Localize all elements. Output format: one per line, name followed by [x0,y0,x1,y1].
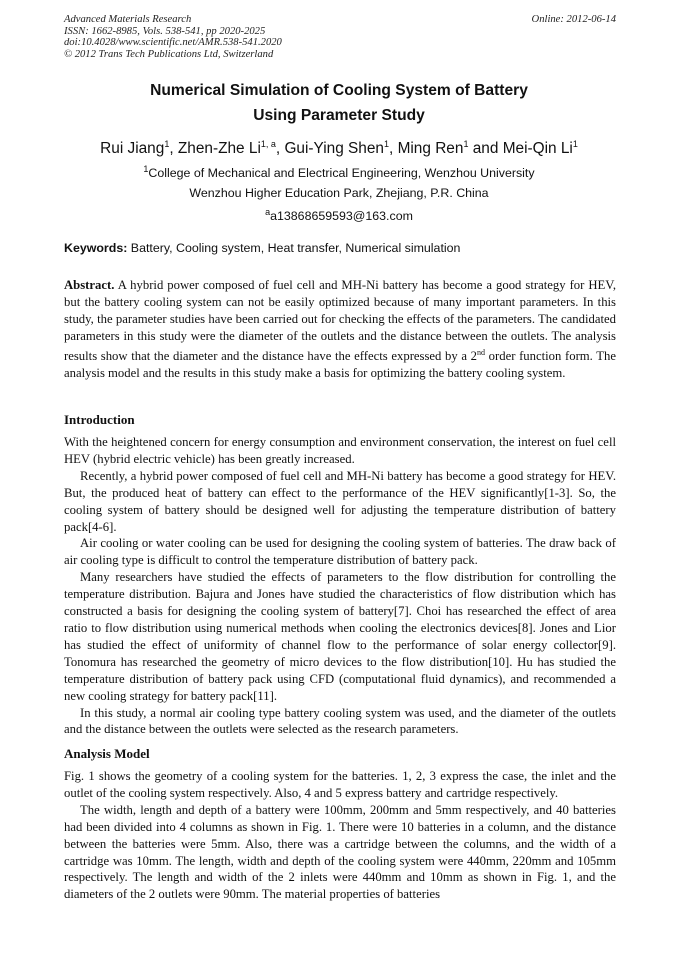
affiliation-line-2: Wenzhou Higher Education Park, Zhejiang, P.R. China [189,186,489,200]
keywords: Keywords: Battery, Cooling system, Heat transfer, Numerical simulation [64,241,461,255]
author: Mei-Qin Li$^1$ [502,139,578,158]
issn-line: ISSN: 1662-8985, Vols. 538-541, pp 2020-2025 [64,25,266,37]
abstract: Abstract. A hybrid power composed of fuel cell and MH-Ni battery has become a good strategy for HEV, but the battery cooling system can not be easily optimized because of many important parameters. In this study, the parameter studies have been carried out for checking the effects of the parameters. The candidated parameters in this study were the diameter of the outlets and the distance between the outlets. The analysis results show that the diameter and the distance have the effects expressed by a 2nd order function form. The analysis model and the results in this study make a basis for optimizing the battery cooling system. [64,278,616,380]
paragraph: The width, length and depth of a battery were 100mm, 200mm and 5mm respectively, and 40 batteries had been divided into 4 columns as shown in Fig. 1. There were 10 batteries in a column, and the distance between the batteries were 5mm. Also, there was a cartridge between the columns, and the width of a cartridge was 10mm. The length, width and depth of the cooling system were 440mm, 220mm and 105mm respectively. The length and width of the 2 inlets were 440mm and 10mm as shown in Fig. 1, and the diameters of the 2 outlets were 90mm. The material properties of batteries [64,802,616,902]
author: Zhen-Zhe Li$^{1, a}$, [177,139,285,158]
copyright-line: © 2012 Trans Tech Publications Ltd, Switzerland [64,48,274,60]
introduction-body [64,434,616,738]
analysis-body [64,768,616,903]
author: Rui Jiang$^1$, [100,139,178,158]
journal-header [64,14,616,60]
paragraph: Air cooling or water cooling can be used for designing the cooling system of batteries. The draw back of air cooling type is difficult to control the temperature distribution of battery pack. [64,536,616,568]
paragraph: With the heightened concern for energy consumption and environment conservation, the interest on fuel cell HEV (hybrid electric vehicle) has been greatly increased. [64,435,616,466]
journal-name: Advanced Materials Research [64,14,192,25]
affiliation-line-1: $^1$College of Mechanical and Electrical Engineering, Wenzhou University [143,164,535,181]
author: Gui-Ying Shen$^1$, [284,139,398,158]
doi-line: doi:10.4028/www.scientific.net/AMR.538-541.2020 [64,37,282,49]
paragraph: Fig. 1 shows the geometry of a cooling system for the batteries. 1, 2, 3 express the case, the inlet and the outlet of the cooling system respectively. Also, 4 and 5 express battery and cartridge respectively. [64,769,616,800]
paragraph: In this study, a normal air cooling type battery cooling system was used, and the diameter of the outlets and the distance between the outlets were selected as the research parameters. [64,705,616,737]
section-heading-introduction: Introduction [64,412,135,427]
section-heading-analysis-model: Analysis Model [64,746,150,761]
online-date: Online: 2012-06-14 [531,14,616,25]
paper-title-line-2: Using Parameter Study [253,107,425,124]
author-email: $^a$a13868659593@163.com [265,207,413,224]
paper-title-line-1: Numerical Simulation of Cooling System of Battery [150,82,528,99]
author-list [0,139,678,158]
paragraph: Recently, a hybrid power composed of fuel cell and MH-Ni battery has become a good strategy for HEV. But, the produced heat of battery can effect to the performance of the HEV significantly[1-3]. So, the cooling system of battery should be designed well for adjusting the temperature distribution of battery pack[4-6]. [64,468,616,534]
author: Ming Ren$^1$ and [397,139,503,158]
paragraph: Many researchers have studied the effects of parameters to the flow distribution for controlling the temperature distribution. Bajura and Jones have studied the characteristics of flow distribution which has constructed a basis for designing the cooling system of battery[7]. Choi has researched the effect of area ratio to flow distribution using numerical methods when cooling the electronics devices[8]. Jones and Lior has studied the effect of uniformity of channel flow to the performance of solar energy collector[9]. Tonomura has researched the geometry of micro devices to the flow distribution[10]. Hu has studied the temperature distribution of battery pack using CFD (computational fluid dynamics), and recommended a new cooling strategy for battery pack[11]. [64,570,616,703]
abstract-label: Abstract. [64,278,115,292]
